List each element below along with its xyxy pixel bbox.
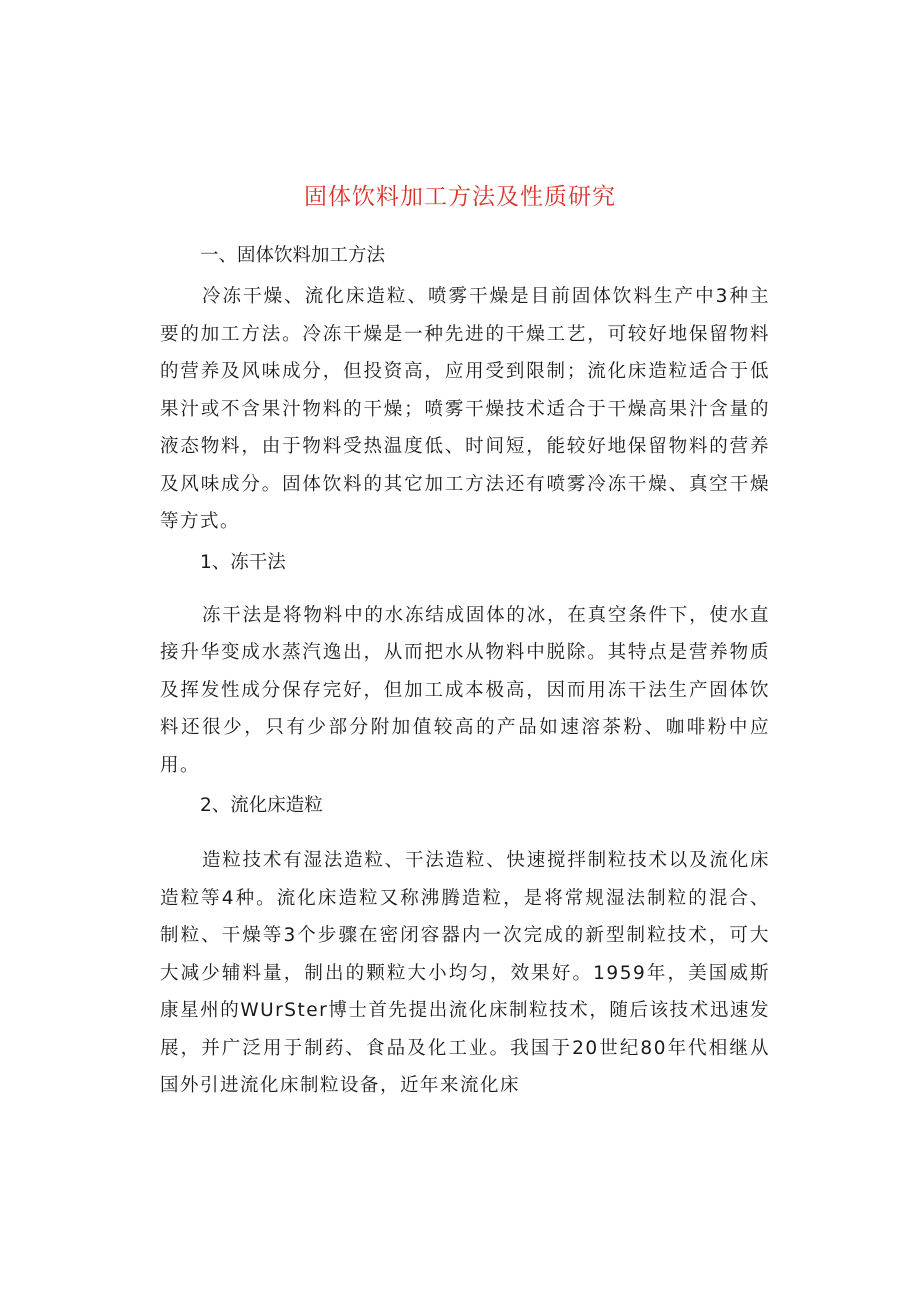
subsection-heading-fluidized-bed: 2、流化床造粒: [200, 795, 323, 816]
paragraph-freeze-drying: 冻干法是将物料中的水冻结成固体的冰，在真空条件下，使水直接升华变成水蒸汽逸出，从而把水从物料中脱除。其特点是营养物质及挥发性成分保存完好，但加工成本极高，因而用冻干法生产固体饮料还很少，只有少部分附加值较高的产品如速溶茶粉、咖啡粉中应用。: [160, 604, 770, 776]
document-body: [160, 240, 770, 1105]
paragraph-fluidized-bed: 造粒技术有湿法造粒、干法造粒、快速搅拌制粒技术以及流化床造粒等4种。流化床造粒又称沸腾造粒，是将常规湿法制粒的混合、制粒、干燥等3个步骤在密闭容器内一次完成的新型制粒技术，可大大减少辅料量，制出的颗粒大小均匀，效果好。1959年，美国威斯康星州的WUrSter博士首先提出流化床制粒技术，随后该技术迅速发展，并广泛用于制药、食品及化工业。我国于20世纪80年代相继从国外引进流化床制粒设备，近年来流化床: [160, 850, 770, 1096]
subsection-heading-freeze-drying: 1、冻干法: [200, 551, 286, 573]
paragraph-processing-methods: 冷冻干燥、流化床造粒、喷雾干燥是目前固体饮料生产中3种主要的加工方法。冷冻干燥是一种先进的干燥工艺，可较好地保留物料的营养及风味成分，但投资高，应用受到限制；流化床造粒适合于低果汁或不含果汁物料的干燥；喷雾干燥技术适合于干燥高果汁含量的液态物料，由于物料受热温度低、时间短，能较好地保留物料的营养及风味成分。固体饮料的其它加工方法还有喷雾冷冻干燥、真空干燥等方式。: [160, 286, 770, 532]
document-title: 固体饮料加工方法及性质研究: [304, 184, 616, 210]
section-heading-processing-methods: 一、固体饮料加工方法: [200, 245, 386, 266]
